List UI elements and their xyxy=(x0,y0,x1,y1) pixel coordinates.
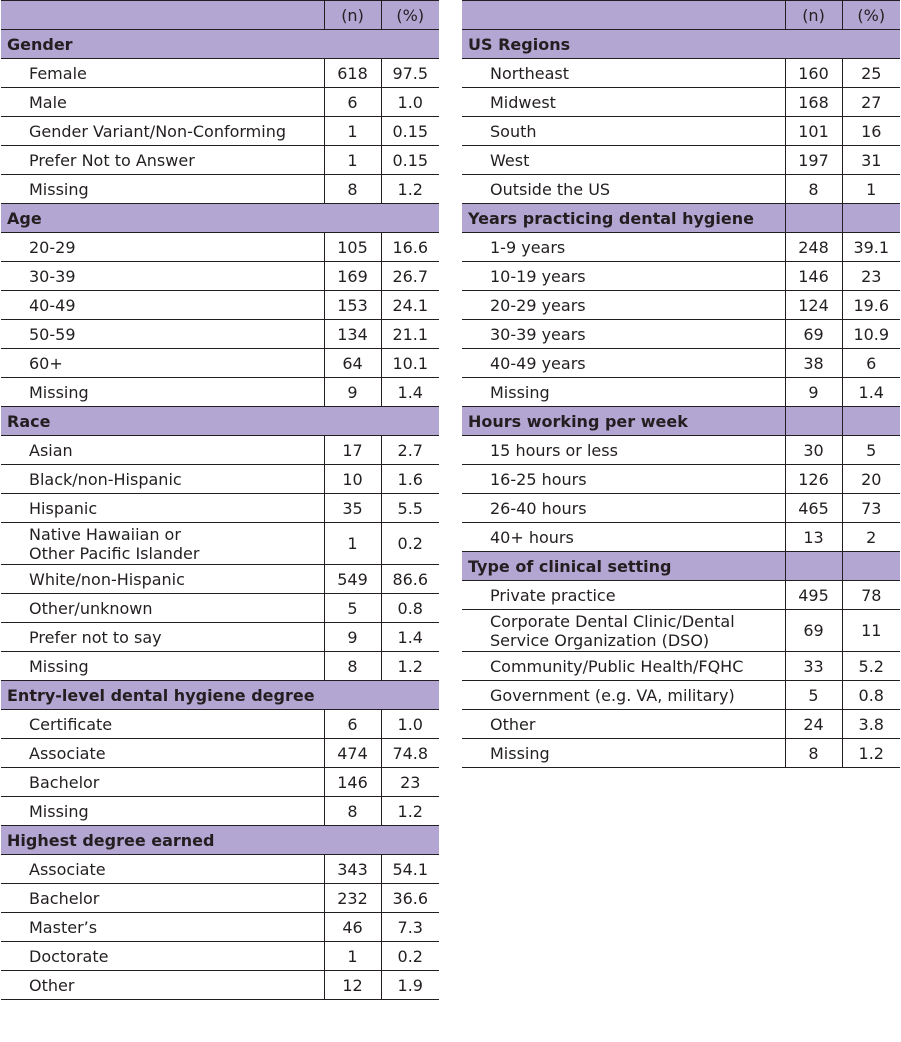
row-n: 549 xyxy=(324,565,381,594)
row-pct: 73 xyxy=(842,494,900,523)
row-label: West xyxy=(462,146,785,175)
row-label: Missing xyxy=(1,175,324,204)
row-pct: 5 xyxy=(842,436,900,465)
row-label: Other/unknown xyxy=(1,594,324,623)
row-pct: 1.2 xyxy=(381,652,439,681)
row-label: Outside the US xyxy=(462,175,785,204)
section-years-practicing xyxy=(462,204,900,233)
table-row xyxy=(1,175,439,204)
table-row xyxy=(1,565,439,594)
row-n: 33 xyxy=(785,652,842,681)
table-row xyxy=(462,175,900,204)
table-row xyxy=(462,262,900,291)
row-pct: 23 xyxy=(381,768,439,797)
header-pct: (%) xyxy=(842,1,900,30)
row-label xyxy=(462,610,785,652)
row-pct: 1.2 xyxy=(381,797,439,826)
section-n-blank xyxy=(785,407,842,436)
section-title: Type of clinical setting xyxy=(462,552,785,581)
row-pct: 2.7 xyxy=(381,436,439,465)
row-pct: 27 xyxy=(842,88,900,117)
row-n: 5 xyxy=(785,681,842,710)
row-pct: 0.8 xyxy=(842,681,900,710)
row-n: 9 xyxy=(785,378,842,407)
row-n: 618 xyxy=(324,59,381,88)
row-n: 474 xyxy=(324,739,381,768)
section-gender xyxy=(1,30,439,59)
row-n: 343 xyxy=(324,855,381,884)
row-pct: 2 xyxy=(842,523,900,552)
row-n: 8 xyxy=(324,797,381,826)
row-label: Missing xyxy=(1,378,324,407)
row-pct: 1 xyxy=(842,175,900,204)
table-row xyxy=(1,768,439,797)
row-pct: 1.0 xyxy=(381,88,439,117)
row-label-line: Service Organization (DSO) xyxy=(490,630,710,650)
row-n: 465 xyxy=(785,494,842,523)
row-pct: 7.3 xyxy=(381,913,439,942)
row-label: Prefer Not to Answer xyxy=(1,146,324,175)
row-label: Missing xyxy=(462,739,785,768)
row-pct: 0.2 xyxy=(381,942,439,971)
row-pct: 16.6 xyxy=(381,233,439,262)
row-label: Certificate xyxy=(1,710,324,739)
row-n: 1 xyxy=(324,146,381,175)
row-label: 30-39 xyxy=(1,262,324,291)
row-pct: 54.1 xyxy=(381,855,439,884)
row-label: 50-59 xyxy=(1,320,324,349)
table-row xyxy=(1,465,439,494)
section-n-blank xyxy=(785,204,842,233)
row-n: 1 xyxy=(324,117,381,146)
row-pct: 10.9 xyxy=(842,320,900,349)
row-label: 40-49 years xyxy=(462,349,785,378)
row-label: 20-29 years xyxy=(462,291,785,320)
row-label: Asian xyxy=(1,436,324,465)
row-n: 8 xyxy=(324,175,381,204)
table-row xyxy=(1,88,439,117)
table-row xyxy=(1,942,439,971)
row-label: 30-39 years xyxy=(462,320,785,349)
table-row xyxy=(1,233,439,262)
table-row xyxy=(1,146,439,175)
row-label: Female xyxy=(1,59,324,88)
row-label-line: Native Hawaiian or xyxy=(29,524,181,544)
row-n: 12 xyxy=(324,971,381,1000)
row-label: Northeast xyxy=(462,59,785,88)
row-label: Other xyxy=(1,971,324,1000)
row-n: 232 xyxy=(324,884,381,913)
row-n: 105 xyxy=(324,233,381,262)
row-pct: 26.7 xyxy=(381,262,439,291)
section-title: Age xyxy=(1,204,439,233)
table-row xyxy=(1,884,439,913)
row-n: 46 xyxy=(324,913,381,942)
row-n: 64 xyxy=(324,349,381,378)
row-n: 35 xyxy=(324,494,381,523)
row-n: 9 xyxy=(324,623,381,652)
row-pct: 6 xyxy=(842,349,900,378)
table-row xyxy=(1,652,439,681)
row-label: Associate xyxy=(1,739,324,768)
row-pct: 1.2 xyxy=(381,175,439,204)
row-pct: 1.6 xyxy=(381,465,439,494)
row-pct: 1.4 xyxy=(381,623,439,652)
table-row xyxy=(462,349,900,378)
row-n: 146 xyxy=(785,262,842,291)
table-row xyxy=(462,739,900,768)
row-n: 6 xyxy=(324,710,381,739)
row-pct: 23 xyxy=(842,262,900,291)
row-n: 69 xyxy=(785,320,842,349)
row-pct: 39.1 xyxy=(842,233,900,262)
row-label: Government (e.g. VA, military) xyxy=(462,681,785,710)
row-pct: 3.8 xyxy=(842,710,900,739)
row-pct: 1.0 xyxy=(381,710,439,739)
row-n: 160 xyxy=(785,59,842,88)
row-pct: 31 xyxy=(842,146,900,175)
row-label: 1-9 years xyxy=(462,233,785,262)
table-row xyxy=(1,855,439,884)
row-label: 40-49 xyxy=(1,291,324,320)
row-label-line: Other Pacific Islander xyxy=(29,543,200,563)
section-n-blank xyxy=(785,552,842,581)
row-label: Bachelor xyxy=(1,768,324,797)
row-n: 124 xyxy=(785,291,842,320)
row-n: 101 xyxy=(785,117,842,146)
table-row xyxy=(462,652,900,681)
row-label: Community/Public Health/FQHC xyxy=(462,652,785,681)
row-n: 24 xyxy=(785,710,842,739)
section-title: Entry-level dental hygiene degree xyxy=(1,681,439,710)
row-label: Master’s xyxy=(1,913,324,942)
section-title: Hours working per week xyxy=(462,407,785,436)
row-label: Prefer not to say xyxy=(1,623,324,652)
row-pct: 5.5 xyxy=(381,494,439,523)
demographics-table-left xyxy=(1,0,439,1000)
row-label: Black/non-Hispanic xyxy=(1,465,324,494)
row-pct: 11 xyxy=(842,610,900,652)
table-row xyxy=(1,594,439,623)
section-age xyxy=(1,204,439,233)
row-label: 10-19 years xyxy=(462,262,785,291)
section-highest-degree xyxy=(1,826,439,855)
table-row xyxy=(462,59,900,88)
section-pct-blank xyxy=(842,407,900,436)
row-pct: 0.8 xyxy=(381,594,439,623)
row-label: Male xyxy=(1,88,324,117)
row-pct: 16 xyxy=(842,117,900,146)
table-row xyxy=(462,320,900,349)
table-header-row xyxy=(1,1,439,30)
table-row xyxy=(462,581,900,610)
row-pct: 1.4 xyxy=(842,378,900,407)
row-n: 1 xyxy=(324,942,381,971)
row-pct: 1.9 xyxy=(381,971,439,1000)
row-label: Midwest xyxy=(462,88,785,117)
row-n: 69 xyxy=(785,610,842,652)
row-label: 40+ hours xyxy=(462,523,785,552)
row-label-line: Corporate Dental Clinic/Dental xyxy=(490,611,735,631)
section-hours-working xyxy=(462,407,900,436)
table-row xyxy=(462,494,900,523)
row-n: 9 xyxy=(324,378,381,407)
table-row xyxy=(462,710,900,739)
row-n: 197 xyxy=(785,146,842,175)
row-n: 6 xyxy=(324,88,381,117)
row-label: Gender Variant/Non-Conforming xyxy=(1,117,324,146)
row-pct: 97.5 xyxy=(381,59,439,88)
row-pct: 19.6 xyxy=(842,291,900,320)
row-n: 153 xyxy=(324,291,381,320)
row-n: 1 xyxy=(324,523,381,565)
section-entry-degree xyxy=(1,681,439,710)
row-n: 8 xyxy=(785,175,842,204)
row-pct: 0.2 xyxy=(381,523,439,565)
table-row xyxy=(462,465,900,494)
row-label: 60+ xyxy=(1,349,324,378)
section-title: Years practicing dental hygiene xyxy=(462,204,785,233)
row-n: 8 xyxy=(324,652,381,681)
header-pct: (%) xyxy=(381,1,439,30)
section-pct-blank xyxy=(842,204,900,233)
row-n: 168 xyxy=(785,88,842,117)
row-pct: 78 xyxy=(842,581,900,610)
table-row xyxy=(462,436,900,465)
table-row xyxy=(1,320,439,349)
row-n: 10 xyxy=(324,465,381,494)
section-title: Gender xyxy=(1,30,439,59)
row-label: Other xyxy=(462,710,785,739)
row-pct: 1.4 xyxy=(381,378,439,407)
row-label: South xyxy=(462,117,785,146)
row-n: 248 xyxy=(785,233,842,262)
table-row xyxy=(1,262,439,291)
row-n: 495 xyxy=(785,581,842,610)
row-label: Missing xyxy=(462,378,785,407)
table-row xyxy=(1,436,439,465)
row-pct: 24.1 xyxy=(381,291,439,320)
row-pct: 20 xyxy=(842,465,900,494)
section-title: Race xyxy=(1,407,439,436)
row-pct: 36.6 xyxy=(381,884,439,913)
table-row xyxy=(1,623,439,652)
row-pct: 25 xyxy=(842,59,900,88)
row-n: 169 xyxy=(324,262,381,291)
table-row xyxy=(1,913,439,942)
table-row xyxy=(1,494,439,523)
row-label: 16-25 hours xyxy=(462,465,785,494)
row-n: 8 xyxy=(785,739,842,768)
table-row xyxy=(1,117,439,146)
header-n: (n) xyxy=(785,1,842,30)
table-row xyxy=(1,349,439,378)
table-row xyxy=(462,233,900,262)
table-row xyxy=(462,146,900,175)
demographics-table-right xyxy=(462,0,900,768)
table-row xyxy=(1,739,439,768)
table-row xyxy=(462,523,900,552)
table-header-row xyxy=(462,1,900,30)
table-row xyxy=(1,59,439,88)
row-label: Private practice xyxy=(462,581,785,610)
row-n: 13 xyxy=(785,523,842,552)
row-label: Hispanic xyxy=(1,494,324,523)
row-label: 15 hours or less xyxy=(462,436,785,465)
table-row xyxy=(1,971,439,1000)
header-label-cell xyxy=(1,1,324,30)
table-row xyxy=(462,378,900,407)
row-pct: 74.8 xyxy=(381,739,439,768)
row-n: 126 xyxy=(785,465,842,494)
section-title: Highest degree earned xyxy=(1,826,439,855)
row-n: 17 xyxy=(324,436,381,465)
row-label: White/non-Hispanic xyxy=(1,565,324,594)
row-label: Missing xyxy=(1,652,324,681)
row-n: 30 xyxy=(785,436,842,465)
row-label: Associate xyxy=(1,855,324,884)
row-label: 26-40 hours xyxy=(462,494,785,523)
row-pct: 10.1 xyxy=(381,349,439,378)
row-pct: 0.15 xyxy=(381,146,439,175)
row-label: Doctorate xyxy=(1,942,324,971)
table-row xyxy=(1,291,439,320)
row-n: 5 xyxy=(324,594,381,623)
section-clinical-setting xyxy=(462,552,900,581)
row-n: 134 xyxy=(324,320,381,349)
row-n: 38 xyxy=(785,349,842,378)
table-row xyxy=(462,681,900,710)
table-row xyxy=(462,291,900,320)
row-label xyxy=(1,523,324,565)
section-us-regions xyxy=(462,30,900,59)
row-pct: 5.2 xyxy=(842,652,900,681)
row-label: Missing xyxy=(1,797,324,826)
row-n: 146 xyxy=(324,768,381,797)
header-n: (n) xyxy=(324,1,381,30)
row-label: 20-29 xyxy=(1,233,324,262)
section-race xyxy=(1,407,439,436)
table-row xyxy=(1,797,439,826)
table-row xyxy=(1,378,439,407)
table-row xyxy=(1,710,439,739)
table-row xyxy=(462,117,900,146)
row-label: Bachelor xyxy=(1,884,324,913)
table-row xyxy=(462,88,900,117)
header-label-cell xyxy=(462,1,785,30)
row-pct: 86.6 xyxy=(381,565,439,594)
section-title: US Regions xyxy=(462,30,900,59)
row-pct: 21.1 xyxy=(381,320,439,349)
table-row xyxy=(1,523,439,565)
row-pct: 1.2 xyxy=(842,739,900,768)
table-row xyxy=(462,610,900,652)
row-pct: 0.15 xyxy=(381,117,439,146)
section-pct-blank xyxy=(842,552,900,581)
